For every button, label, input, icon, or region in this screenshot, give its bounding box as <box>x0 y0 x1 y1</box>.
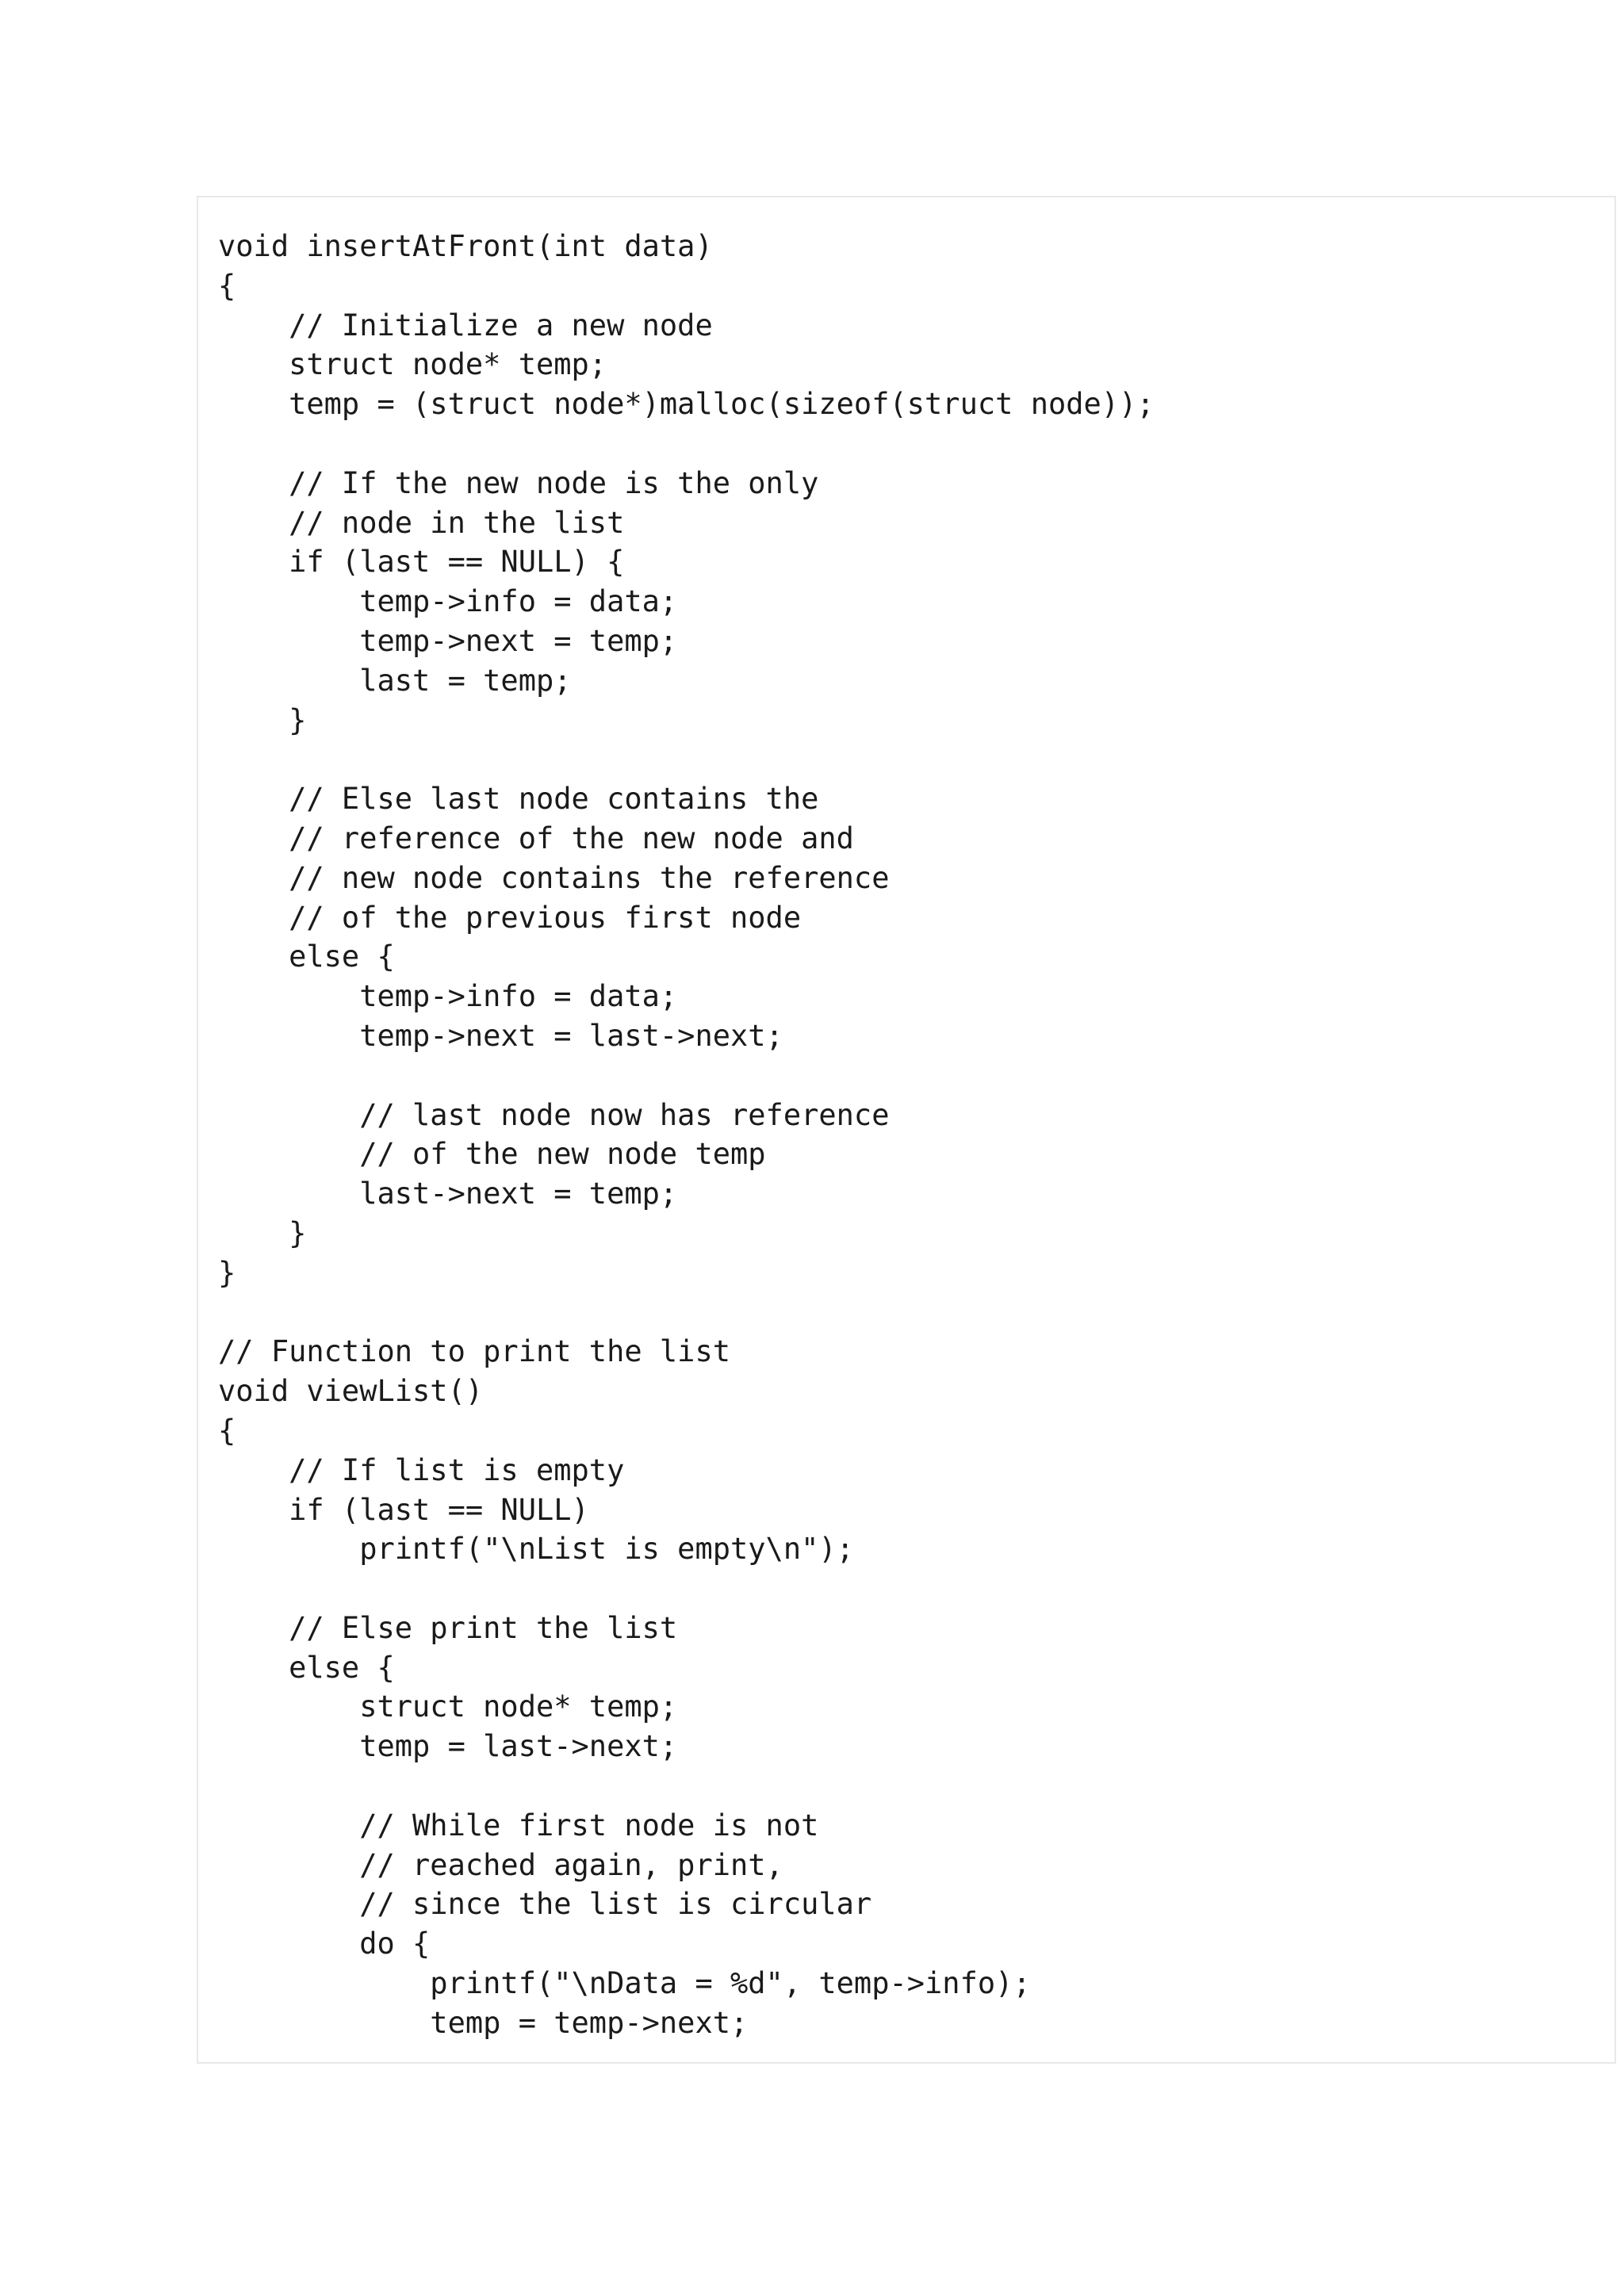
code-line: printf("\nList is empty\n"); <box>218 1532 854 1567</box>
code-line: // since the list is circular <box>218 1887 872 1922</box>
code-lines <box>218 227 1155 2043</box>
code-line: void insertAtFront(int data) <box>218 229 713 263</box>
code-line: // of the previous first node <box>218 900 802 935</box>
code-block <box>197 196 1616 2064</box>
code-line <box>218 1293 1155 1333</box>
code-line <box>218 424 1155 464</box>
code-line <box>218 740 1155 779</box>
code-line: // reference of the new node and <box>218 821 854 855</box>
code-line: last->next = temp; <box>218 1177 678 1211</box>
code-line: // last node now has reference <box>218 1097 890 1132</box>
code-line: // Initialize a new node <box>218 308 713 342</box>
code-line: // node in the list <box>218 505 625 540</box>
code-line: last = temp; <box>218 663 572 698</box>
code-line: // Else last node contains the <box>218 782 819 817</box>
code-line: { <box>218 268 236 303</box>
code-line: // While first node is not <box>218 1808 819 1843</box>
code-line: void viewList() <box>218 1374 484 1409</box>
code-line: temp = temp->next; <box>218 2005 749 2040</box>
code-line: do { <box>218 1927 431 1961</box>
code-line <box>218 1569 1155 1609</box>
code-line: else { <box>218 1650 395 1685</box>
code-line <box>218 1056 1155 1096</box>
code-line: temp = (struct node*)malloc(sizeof(struct node)); <box>218 387 1155 422</box>
code-line: struct node* temp; <box>218 347 607 382</box>
code-line: } <box>218 702 307 737</box>
code-line: else { <box>218 939 395 974</box>
code-line: temp->next = last->next; <box>218 1018 783 1053</box>
code-line: // If list is empty <box>218 1452 625 1487</box>
code-line: struct node* temp; <box>218 1689 678 1724</box>
code-line: temp->info = data; <box>218 584 678 619</box>
code-line: printf("\nData = %d", temp->info); <box>218 1966 1031 2001</box>
code-line: // Else print the list <box>218 1610 678 1645</box>
code-line: } <box>218 1255 236 1290</box>
code-line: temp->next = temp; <box>218 623 678 658</box>
code-line: // If the new node is the only <box>218 465 819 500</box>
code-line: } <box>218 1215 307 1250</box>
code-line: // reached again, print, <box>218 1847 783 1882</box>
code-line: if (last == NULL) { <box>218 545 625 580</box>
code-line: if (last == NULL) <box>218 1492 589 1527</box>
code-line <box>218 1766 1155 1806</box>
code-line: // new node contains the reference <box>218 860 890 895</box>
code-line: temp->info = data; <box>218 979 678 1014</box>
code-line: // of the new node temp <box>218 1137 766 1172</box>
code-line: // Function to print the list <box>218 1334 731 1369</box>
code-line: temp = last->next; <box>218 1729 678 1764</box>
code-line: { <box>218 1413 236 1448</box>
